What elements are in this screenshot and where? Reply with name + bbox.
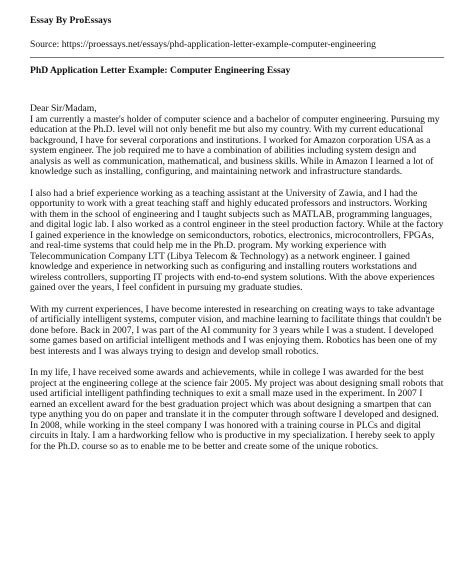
- paragraph-4: In my life, I have received some awards and achievements, while in college I was awarded for the best project at the engineering college at the science fair 2005. My project was about designing small robots that used artificial intelligent pathfinding techniques to exit a small maze used in the experiment. In 2007 I earned an excellent award for the best graduation project which was about designing a smartpen that can type anything you do on paper and translate it in the computer through software I developed and designed. In 2008, while working in the steel company I was honored with a training course in PLCs and digital circuits in Italy. I am a hardworking fellow who is productive in my specialization. I hereby seek to apply for the Ph.D. course so as to enable me to be better and create some of the unique robotics.: [30, 367, 444, 452]
- salutation: Dear Sir/Madam,: [30, 103, 97, 114]
- essay-title: PhD Application Letter Example: Computer Engineering Essay: [30, 65, 291, 76]
- paragraph-2: I also had a brief experience working as a teaching assistant at the University of Zawia, and I had the opportunity to work with a great teaching staff and highly educated professors and instructors. Working with them in the school of engineering and I taught subjects such as MATLAB, programming languages, and digital logic lab. I also worked as a control engineer in the steel production factory. While at the factory I gained experience in the knowledge on semiconductors, robotics, electronics, microcontrollers, FPGAs, and real-time systems that could help me in the Ph.D. program. My working experience with Telecommunication Company LTT (Libya Telecom & Technology) as a network engineer. I gained knowledge and experience in networking such as configuring and installing routers workstations and wireless controllers, supporting IT projects with end-to-end system solutions. With the above experiences gained over the years, I feel confident in pursuing my graduate studies.: [30, 187, 444, 293]
- essay-source-brand: Essay By ProEssays: [30, 15, 112, 26]
- essay-body: [30, 104, 444, 452]
- paragraph-1: I am currently a master's holder of computer science and a bachelor of computer engineering. Pursuing my education at the Ph.D. level will not only benefit me but also my country. With my current educational background, I have for several corporations and institutions. I worked for Amazon corporation USA as a system engineer. The job required me to have a combination of abilities including system design and analysis as well as communication, mathematical, and business skills. While in Amazon I learned a lot of knowledge such as installing, configuring, and maintaining network and infrastructure standards.: [30, 113, 440, 177]
- header-divider: [30, 57, 444, 58]
- source-url: Source: https://proessays.net/essays/phd-application-letter-example-computer-engineering: [30, 39, 376, 50]
- paragraph-3: With my current experiences, I have become interested in researching on creating ways to take advantage of artificially intelligent systems, computer vision, and machine learning to facilitate things that couldn't be done before. Back in 2007, I was part of the AI community for 3 years while I was a student. I developed some games based on artificial intelligent methods and I was enjoying them. Robotics has been one of my best interests and I was always trying to design and develop small robotics.: [30, 303, 442, 357]
